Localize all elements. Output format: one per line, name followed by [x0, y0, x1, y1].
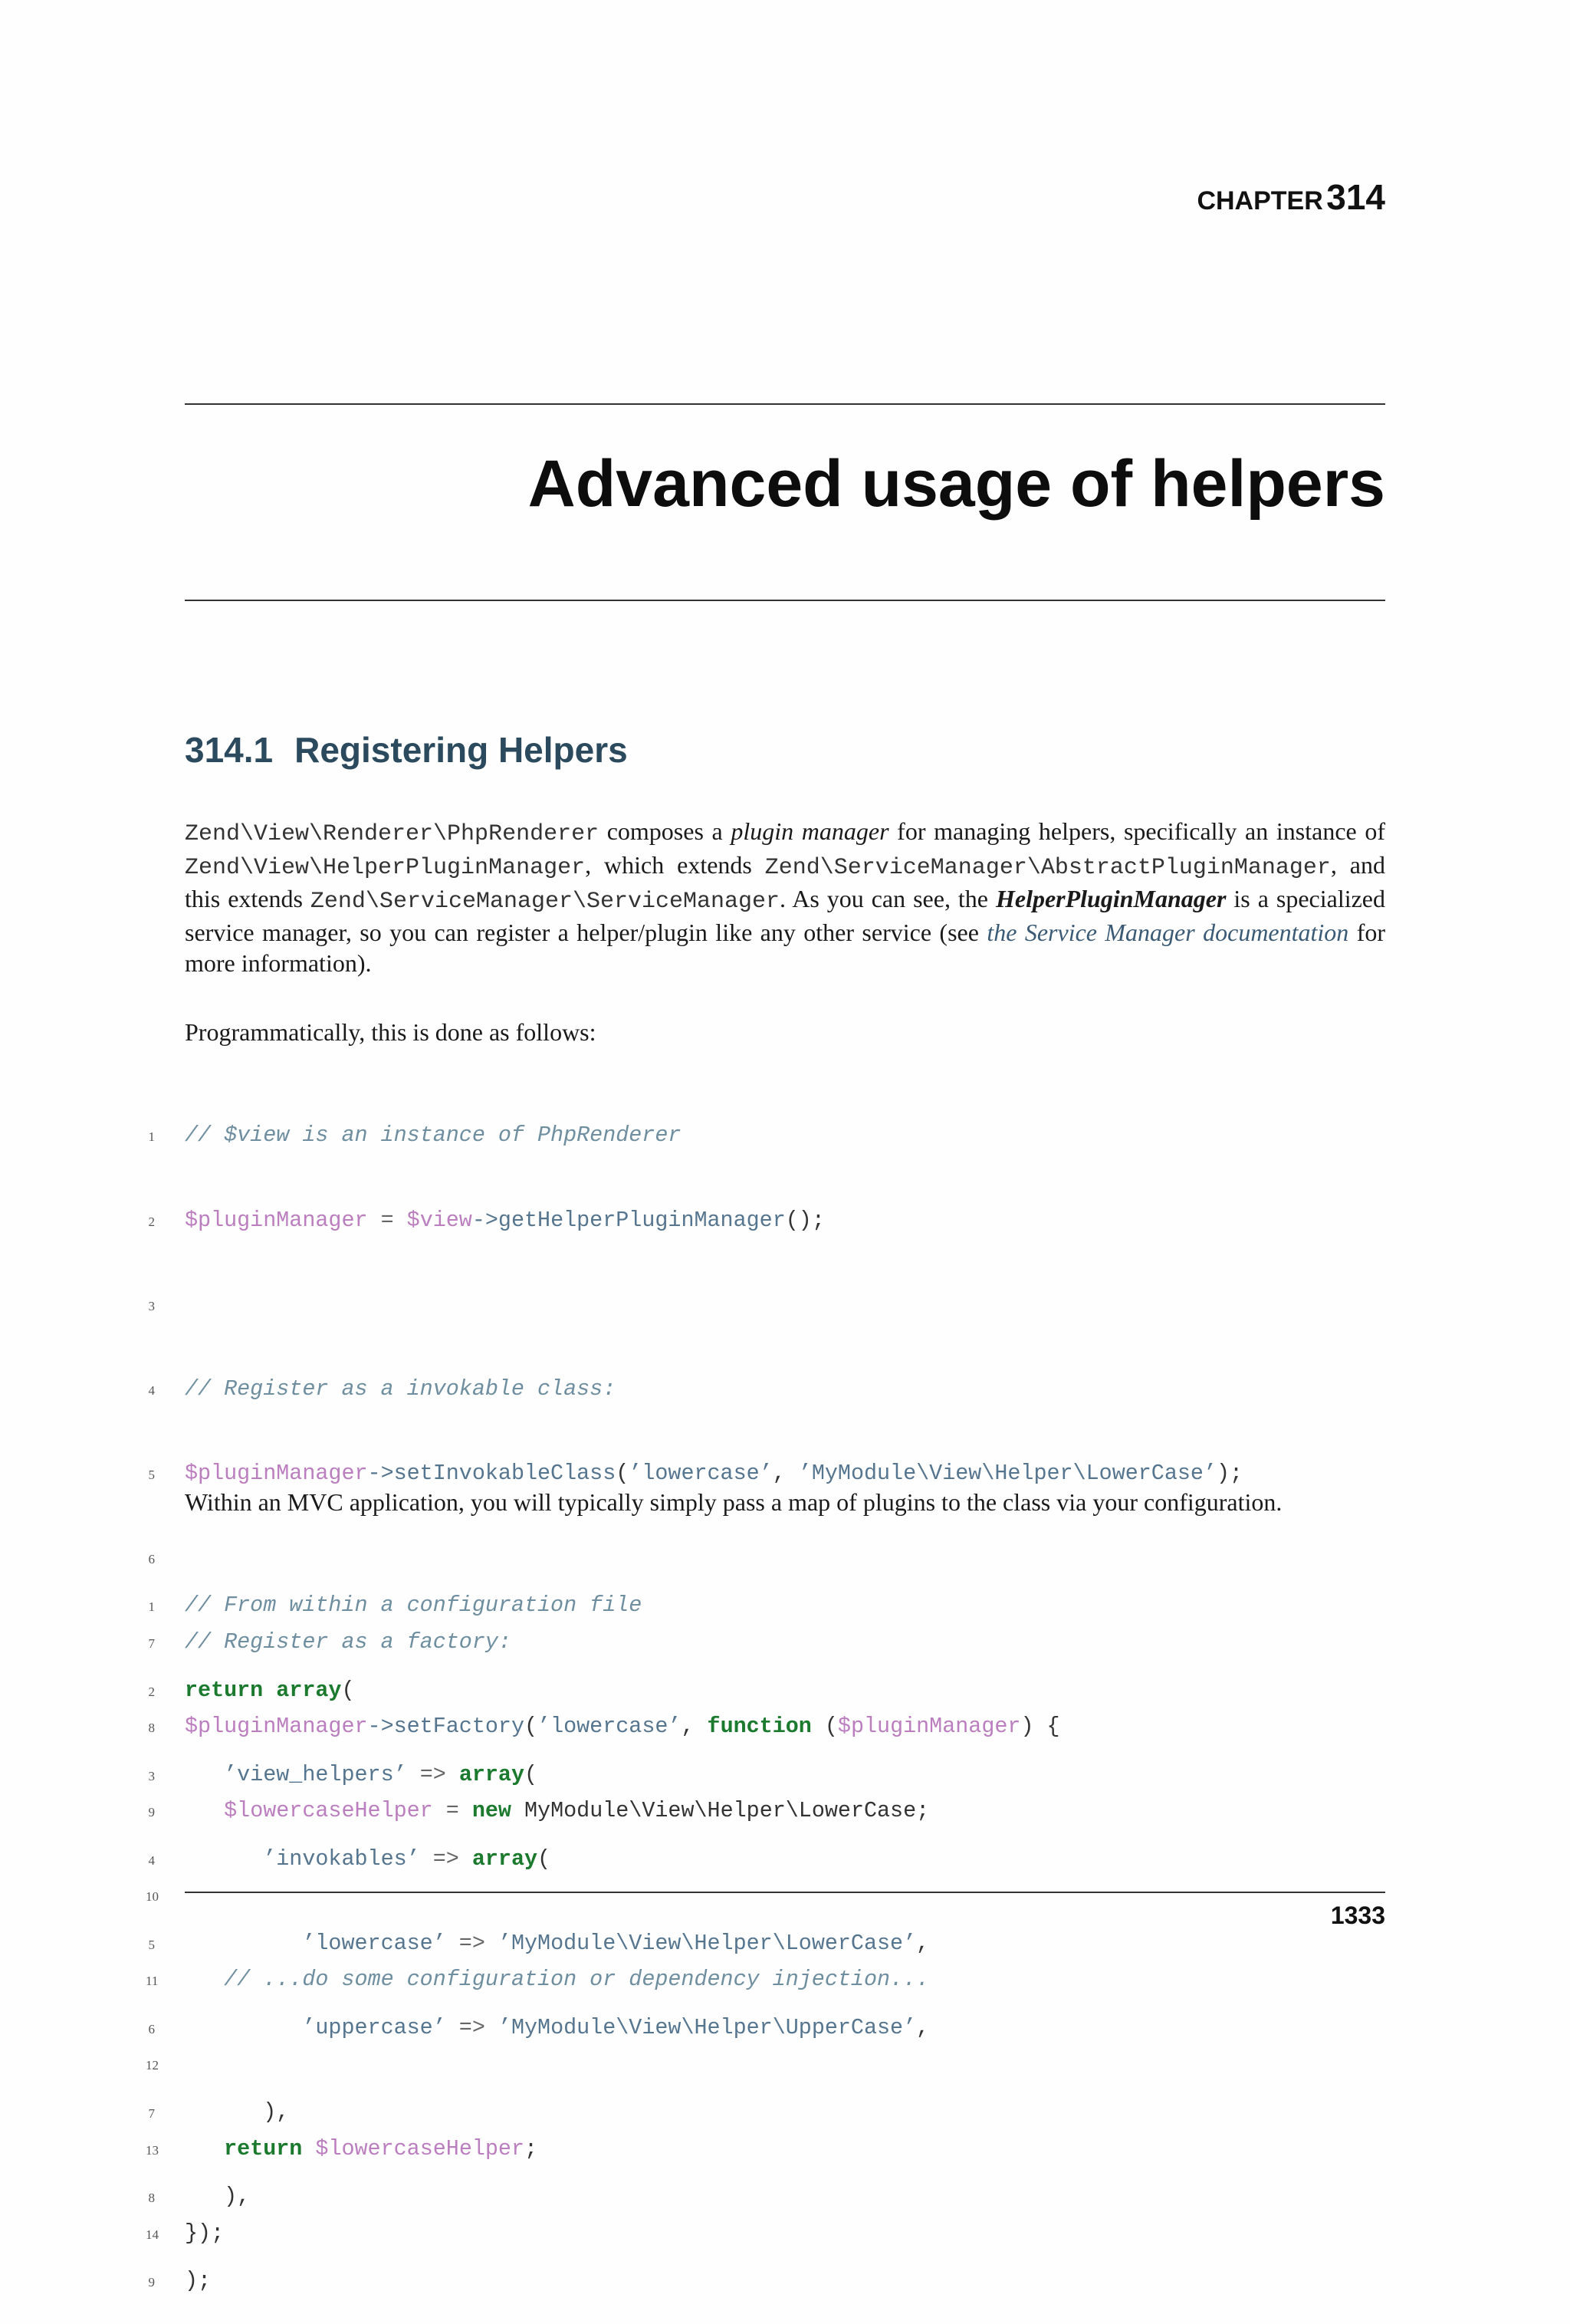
title-bottom-rule	[185, 600, 1385, 601]
line-number: 6	[148, 2021, 155, 2036]
code-punct: ;	[524, 2135, 538, 2161]
programmatic-paragraph: Programmatically, this is done as follows:	[185, 1018, 596, 1046]
code-operator: =	[432, 1798, 472, 1824]
mvc-paragraph: Within an MVC application, you will typically simply pass a map of plugins to the class via your configuration.	[185, 1488, 1283, 1516]
chapter-title: Advanced usage of helpers	[527, 447, 1385, 521]
code-string: ’invokables’	[263, 1846, 420, 1872]
code-variable: $lowercaseHelper	[224, 1798, 433, 1824]
service-manager-doc-link[interactable]: the Service Manager documentation	[987, 919, 1349, 946]
title-top-rule	[185, 403, 1385, 405]
code-string: ’MyModule\View\Helper\LowerCase’	[498, 1930, 917, 1956]
code-indent	[185, 1846, 263, 1872]
code-variable: $pluginManager	[185, 1714, 368, 1740]
text-run: for more information).	[185, 919, 1386, 977]
emphasis-plugin-manager: plugin manager	[731, 817, 889, 845]
code-punct: ,	[681, 1714, 708, 1740]
text-run: , and this extends	[185, 851, 1385, 912]
line-number: 7	[148, 1635, 155, 1651]
code-method: ->setInvokableClass	[367, 1460, 616, 1486]
line-number: 5	[148, 1937, 155, 1952]
code-method: ->setFactory	[367, 1714, 524, 1740]
code-punct: (	[537, 1846, 551, 1872]
code-line	[146, 2267, 1385, 2296]
code-punct: (	[811, 1714, 838, 1740]
code-keyword: array	[458, 1761, 524, 1787]
code-variable: $view	[406, 1207, 472, 1233]
line-number: 8	[148, 2191, 155, 2206]
code-line	[146, 1677, 1385, 1705]
line-number: 3	[148, 1298, 155, 1313]
code-indent	[185, 2184, 224, 2209]
code-punct: ,	[772, 1460, 799, 1486]
class-name-service-manager: Zend\ServiceManager\ServiceManager	[310, 889, 780, 915]
code-keyword: array	[471, 1846, 538, 1872]
class-name-php-renderer: Zend\View\Renderer\PhpRenderer	[185, 821, 599, 847]
line-number: 1	[148, 1599, 155, 1615]
line-number: 6	[148, 1551, 155, 1566]
code-keyword: function	[707, 1714, 812, 1740]
code-line	[146, 1207, 1385, 1235]
code-string: ’view_helpers’	[224, 1761, 407, 1787]
code-operator: =	[367, 1207, 407, 1233]
code-punct: });	[185, 2220, 225, 2246]
code-keyword: new	[471, 1798, 511, 1824]
line-number: 2	[148, 1214, 155, 1229]
text-run: for managing helpers, specifically an instance of	[888, 817, 1386, 845]
code-indent	[185, 2015, 302, 2040]
chapter-number: 314	[1326, 177, 1385, 217]
line-number: 10	[146, 1889, 159, 1905]
line-number: 1	[148, 1129, 155, 1145]
code-keyword: return	[185, 1677, 264, 1703]
line-number: 7	[148, 2105, 155, 2121]
code-method: ->getHelperPluginManager	[471, 1207, 786, 1233]
code-punct: ();	[785, 1207, 825, 1233]
code-string: ’MyModule\View\Helper\UpperCase’	[498, 2014, 917, 2040]
code-variable: $pluginManager	[185, 1207, 368, 1233]
code-line	[146, 2014, 1385, 2043]
page-number: 1333	[1330, 1902, 1385, 1929]
code-line	[146, 1122, 1385, 1150]
line-number: 4	[148, 1382, 155, 1398]
line-number: 12	[146, 2058, 159, 2073]
footer-rule	[185, 1892, 1385, 1893]
code-indent	[185, 2099, 263, 2125]
chapter-word: CHAPTER	[1197, 186, 1323, 215]
intro-paragraph	[185, 816, 1385, 978]
text-run: , which extends	[585, 851, 765, 879]
code-operator: =>	[406, 1761, 459, 1787]
code-punct: ,	[916, 2014, 930, 2040]
code-line	[146, 1930, 1385, 1958]
code-punct: ),	[263, 2099, 290, 2125]
code-operator: =>	[419, 1846, 472, 1872]
code-punct: (	[524, 1714, 538, 1740]
section-title: Registering Helpers	[294, 730, 628, 770]
text-run: is a specialized service manager, so you can register a helper/plugin like any other service (see	[185, 885, 1386, 946]
code-comment: // From within a configuration file	[185, 1593, 642, 1619]
code-variable: $lowercaseHelper	[315, 2135, 525, 2161]
code-line	[146, 1846, 1385, 1874]
code-line	[146, 2099, 1385, 2127]
code-space	[263, 1678, 276, 1703]
code-line	[146, 1291, 1385, 1320]
class-name-abstract-plugin-manager: Zend\ServiceManager\AbstractPluginManager	[764, 855, 1331, 881]
line-number: 13	[146, 2142, 159, 2158]
code-punct: ) {	[1020, 1714, 1060, 1740]
code-punct: (	[341, 1677, 355, 1703]
code-string: ’MyModule\View\Helper\LowerCase’	[798, 1460, 1217, 1486]
code-punct: (	[524, 1761, 538, 1787]
line-number: 5	[148, 1467, 155, 1482]
code-variable: $pluginManager	[837, 1714, 1021, 1740]
code-indent	[185, 1762, 224, 1787]
code-punct: );	[185, 2268, 212, 2294]
code-string: ’lowercase’	[629, 1460, 773, 1486]
code-operator: =>	[445, 2014, 498, 2040]
line-number: 9	[148, 1805, 155, 1820]
code-comment: // Register as a factory:	[185, 1629, 511, 1655]
line-number: 3	[148, 1768, 155, 1783]
chapter-label	[1197, 179, 1385, 215]
code-comment: // Register as a invokable class:	[185, 1376, 616, 1402]
class-name-helper-plugin-manager: Zend\View\HelperPluginManager	[185, 855, 586, 881]
code-indent	[185, 1931, 302, 1956]
line-number: 9	[148, 2275, 155, 2290]
code-line	[146, 1761, 1385, 1790]
code-string: ’lowercase’	[537, 1714, 682, 1740]
code-text: MyModule\View\Helper\LowerCase;	[511, 1798, 930, 1824]
line-number: 4	[148, 1852, 155, 1868]
line-number: 14	[146, 2227, 159, 2242]
code-punct: ,	[916, 1930, 930, 1956]
code-line	[146, 1376, 1385, 1404]
code-line	[146, 1592, 1385, 1620]
code-comment: // ...do some configuration or dependency injection...	[224, 1967, 930, 1993]
text-run: composes a	[599, 817, 731, 845]
code-punct: );	[1217, 1460, 1243, 1486]
code-punct: (	[616, 1460, 629, 1486]
code-punct: ),	[224, 2184, 251, 2210]
code-comment: // $view is an instance of PhpRenderer	[185, 1123, 682, 1149]
code-string: ’lowercase’	[302, 1930, 446, 1956]
code-variable: $pluginManager	[185, 1460, 368, 1486]
code-keyword: array	[276, 1677, 342, 1703]
code-string: ’uppercase’	[302, 2014, 446, 2040]
line-number: 2	[148, 1684, 155, 1699]
code-operator: =>	[445, 1930, 498, 1956]
line-number: 8	[148, 1721, 155, 1736]
code-line	[146, 2183, 1385, 2211]
code-keyword: return	[224, 2135, 303, 2161]
code-block-configuration	[146, 1536, 1385, 2324]
section-number: 314.1	[185, 730, 274, 770]
text-run: . As you can see, the	[780, 885, 996, 912]
code-line	[146, 1460, 1385, 1488]
emphasis-helper-plugin-manager: HelperPluginManager	[995, 885, 1227, 912]
line-number: 11	[146, 1974, 159, 1989]
section-heading	[185, 732, 628, 768]
